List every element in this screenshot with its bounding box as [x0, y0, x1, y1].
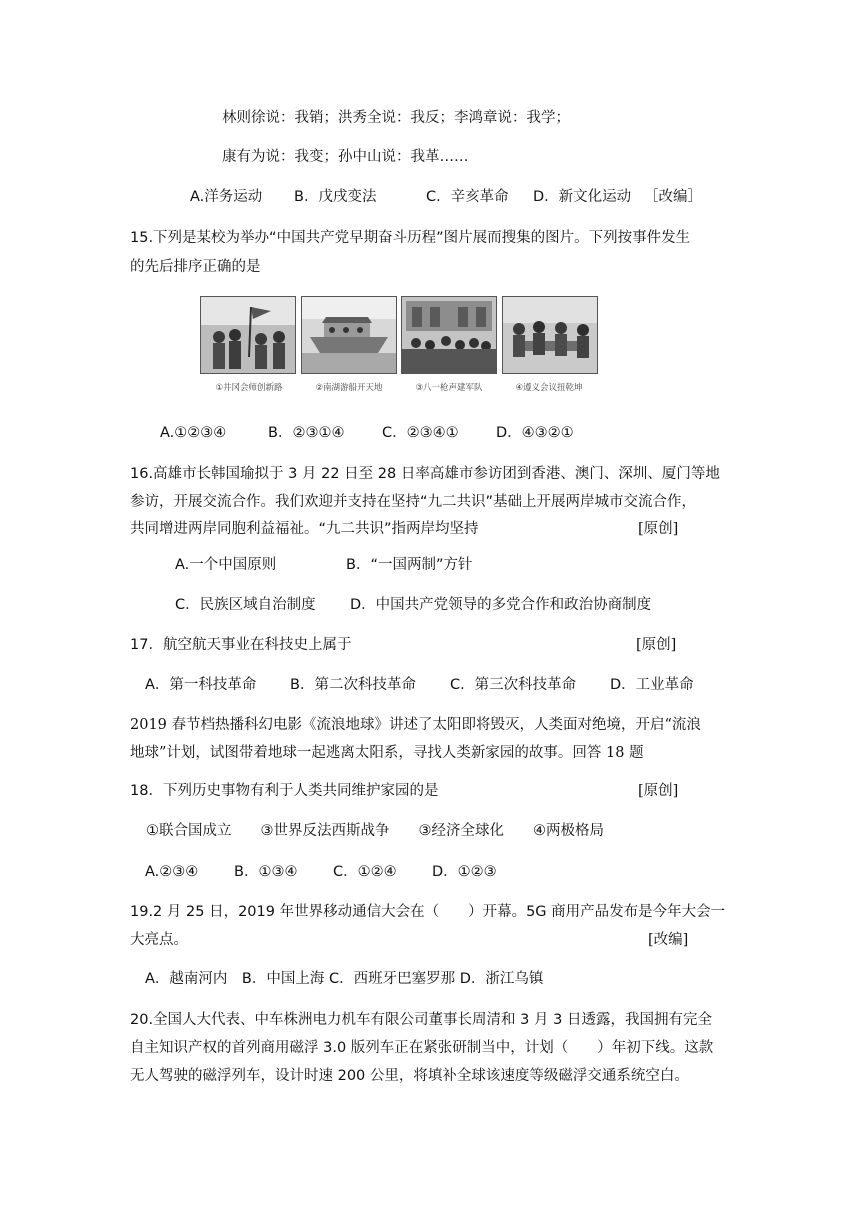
q19-stem-line-1: 19.2 月 25 日，2019 年世界移动通信大会在（ ）开幕。5G 商用产品发布是今年大会一: [130, 904, 726, 920]
q18-stem: 18．下列历史事物有利于人类共同维护家园的是: [130, 783, 439, 799]
q17-option-b: B．第二次科技革命: [290, 677, 416, 693]
q15-stem-line-1: 15.下列是某校为举办“中国共产党早期奋斗历程”图片展而搜集的图片。下列按事件发生: [130, 230, 691, 246]
q18-option-c: C．①②④: [333, 864, 397, 880]
q16-stem-line-1: 16.高雄市长韩国瑜拟于 3 月 22 日至 28 日率高雄市参访团到香港、澳门、深圳、厦门等地: [130, 466, 720, 482]
intro18-line-1: 2019 春节档热播科幻电影《流浪地球》讲述了太阳即将毁灭，人类面对绝境，开启“流浪: [130, 717, 701, 733]
photo-crowd-building-icon: [401, 296, 497, 374]
q16-stem-line-3: 共同增进两岸同胞利益福祉。“九二共识”指两岸均坚持: [130, 521, 479, 537]
photo-caption-3: ③八一枪声建军队: [415, 383, 483, 393]
photo-caption-1: ①井冈会师创新路: [215, 383, 283, 393]
q20-stem-line-1: 20.全国人大代表、中车株洲电力机车有限公司董事长周清和 3 月 3 日透露，我国拥有完全: [130, 1012, 712, 1028]
q20-stem-line-2: 自主知识产权的首列商用磁浮 3.0 版列车正在紧张研制当中，计划（ ）年初下线。这款: [130, 1040, 714, 1056]
q17-option-d: D．工业革命: [610, 677, 694, 693]
q18-source-tag: [原创]: [638, 783, 679, 799]
intro18-line-2: 地球”计划，试图带着地球一起逃离太阳系，寻找人类新家园的故事。回答 18 题: [130, 745, 644, 761]
q19-options: A．越南河内 B．中国上海 C．西班牙巴塞罗那 D．浙江乌镇: [145, 971, 544, 987]
q15-option-b: B．②③①④: [268, 425, 345, 441]
q15-image-strip: [200, 296, 600, 398]
q15-option-d: D．④③②①: [496, 425, 574, 441]
q14-option-a: A.洋务运动: [190, 189, 263, 205]
q18-option-b: B．①③④: [234, 864, 298, 880]
q16-stem-line-2: 参访，开展交流合作。我们欢迎并支持在坚持“九二共识”基础上开展两岸城市交流合作，: [130, 494, 697, 510]
q19-stem-line-2: 大亮点。: [130, 932, 188, 948]
q18-option-a: A.②③④: [145, 864, 199, 880]
photo-boat-icon: [301, 296, 397, 374]
q19-source-tag: [改编]: [648, 932, 689, 948]
q14-source-tag: ［改编］: [644, 189, 702, 205]
q17-option-a: A．第一科技革命: [145, 677, 257, 693]
q16-option-d: D．中国共产党领导的多党合作和政治协商制度: [350, 597, 652, 613]
q16-option-a: A.一个中国原则: [175, 557, 277, 573]
q17-stem: 17．航空航天事业在科技史上属于: [130, 637, 352, 653]
q15-stem-line-2: 的先后排序正确的是: [130, 259, 261, 275]
photo-meeting-icon: [502, 296, 598, 374]
photo-caption-4: ④遵义会议扭乾坤: [515, 383, 583, 393]
q14-option-b: B．戊戌变法: [294, 189, 377, 205]
q16-option-b: B．“一国两制”方针: [346, 557, 473, 573]
q17-option-c: C．第三次科技革命: [450, 677, 577, 693]
q15-option-a: A.①②③④: [160, 425, 227, 441]
q15-option-c: C．②③④①: [382, 425, 459, 441]
q16-option-c: C．民族区域自治制度: [175, 597, 316, 613]
q14-quote-line-1: 林则徐说：我销；洪秀全说：我反；李鸿章说：我学；: [222, 110, 570, 126]
q17-source-tag: [原创]: [636, 637, 677, 653]
q14-quote-line-2: 康有为说：我变；孙中山说：我革……: [222, 149, 469, 165]
q16-source-tag: [原创]: [638, 521, 679, 537]
q18-items: ①联合国成立 ③世界反法西斯战争 ③经济全球化 ④两极格局: [146, 823, 604, 839]
photo-soldiers-flag-icon: [200, 296, 296, 374]
q14-option-c: C．辛亥革命: [426, 189, 509, 205]
q20-stem-line-3: 无人驾驶的磁浮列车，设计时速 200 公里，将填补全球该速度等级磁浮交通系统空白。: [130, 1068, 689, 1084]
q14-option-d: D．新文化运动: [533, 189, 632, 205]
photo-caption-2: ②南湖游船开天地: [315, 383, 383, 393]
q18-option-d: D．①②③: [432, 864, 497, 880]
